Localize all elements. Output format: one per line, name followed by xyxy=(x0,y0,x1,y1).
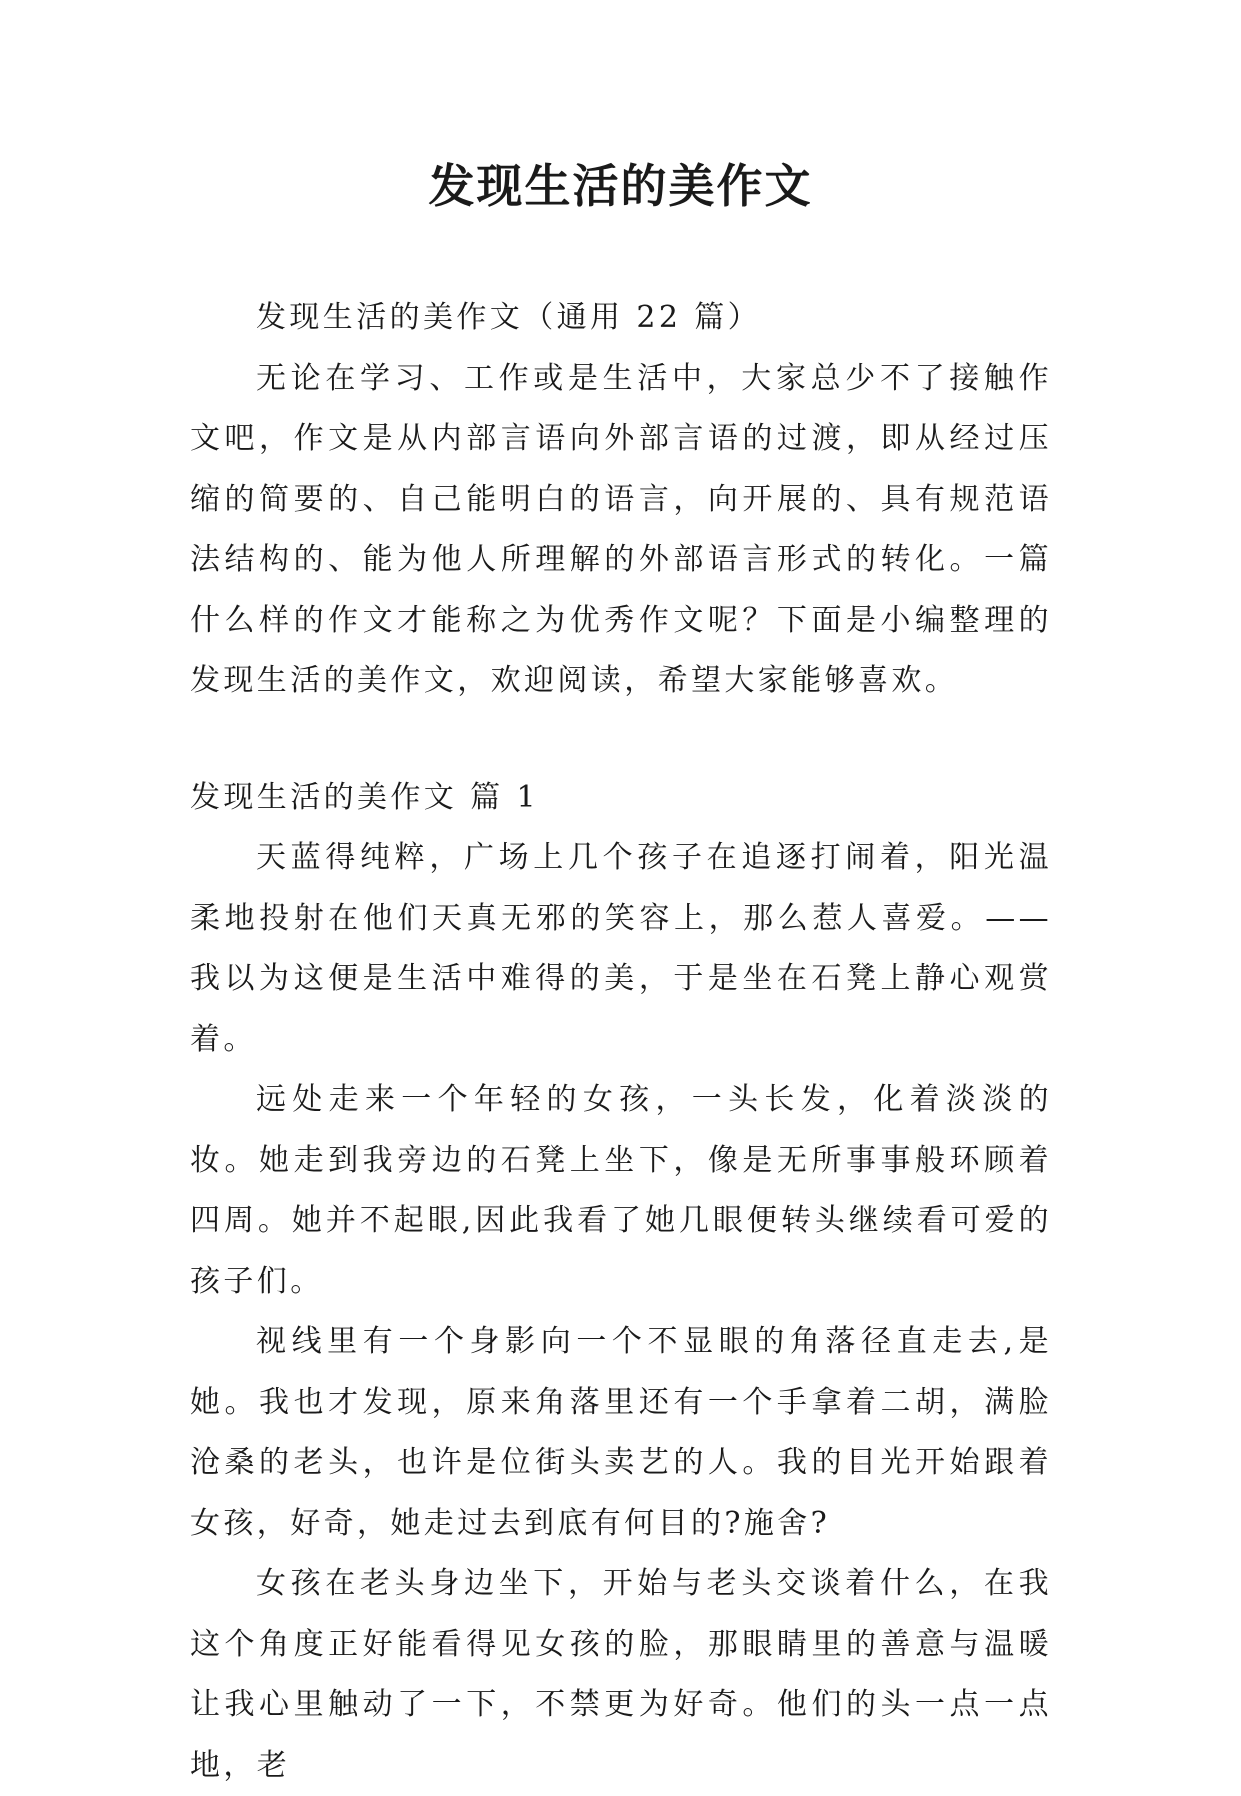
body-paragraph: 天蓝得纯粹，广场上几个孩子在追逐打闹着，阳光温柔地投射在他们天真无邪的笑容上，那么惹人喜爱。——我以为这便是生活中难得的美，于是坐在石凳上静心观赏着。 xyxy=(190,840,1052,1057)
subtitle-line: 发现生活的美作文（通用 22 篇） xyxy=(256,300,762,335)
document-body xyxy=(190,288,1052,1796)
body-paragraph: 视线里有一个身影向一个不显眼的角落径直走去,是她。我也才发现，原来角落里还有一个手拿着二胡，满脸沧桑的老头，也许是位街头卖艺的人。我的目光开始跟着女孩，好奇，她走过去到底有何目的?施舍? xyxy=(190,1324,1052,1541)
intro-paragraph: 无论在学习、工作或是生活中，大家总少不了接触作文吧，作文是从内部言语向外部言语的过渡，即从经过压缩的简要的、自己能明白的语言，向开展的、具有规范语法结构的、能为他人所理解的外部语言形式的转化。一篇什么样的作文才能称之为优秀作文呢？下面是小编整理的发现生活的美作文，欢迎阅读，希望大家能够喜欢。 xyxy=(190,360,1052,698)
body-paragraph: 远处走来一个年轻的女孩，一头长发，化着淡淡的妆。她走到我旁边的石凳上坐下，像是无所事事般环顾着四周。她并不起眼,因此我看了她几眼便转头继续看可爱的孩子们。 xyxy=(190,1082,1052,1299)
document-title: 发现生活的美作文 xyxy=(428,159,813,213)
section-heading: 发现生活的美作文 篇 1 xyxy=(190,779,539,815)
body-paragraph: 女孩在老头身边坐下，开始与老头交谈着什么，在我这个角度正好能看得见女孩的脸，那眼睛里的善意与温暖让我心里触动了一下，不禁更为好奇。他们的头一点一点地，老 xyxy=(190,1566,1052,1783)
